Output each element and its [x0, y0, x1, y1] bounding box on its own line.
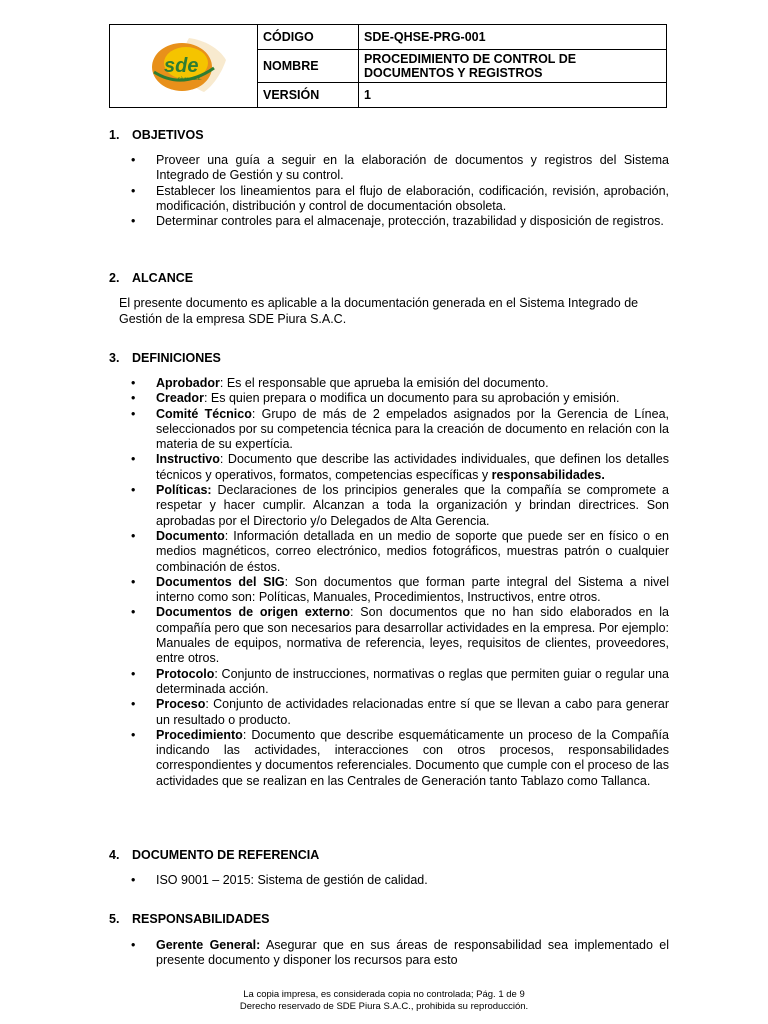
definition-term: Creador — [156, 391, 204, 406]
definition-term: Documentos de origen externo — [156, 605, 351, 620]
objetivos-list — [109, 153, 669, 229]
definition-text: : Son documentos que forman parte integral del Sistema a nivel interno como son: Políticas, Manuales, Procedimientos, Instructivos, entre otros. — [156, 574, 669, 605]
definition-text: : Es el responsable que aprueba la emisión del documento. — [219, 376, 549, 390]
section-definiciones — [109, 351, 669, 789]
section-title: OBJETIVOS — [132, 128, 204, 142]
definition-text: : Son documentos que no han sido elaborados en la compañía pero que son necesarios para desarrollar actividades en la empresa. Por ejemplo: Manuales de equipos, normativa de referencia, leyes, requisitos de clientes, proveedores, entre otros. — [156, 605, 669, 666]
footer-line-2: Derecho reservado de SDE Piura S.A.C., prohibida su reproducción. — [239, 1000, 529, 1012]
sde-logo — [134, 30, 234, 100]
definition-item — [109, 667, 669, 698]
definition-term: Documento — [156, 528, 225, 543]
list-item: • Establecer los lineamientos para el flujo de elaboración, codificación, revisión, aprobación, modificación, distribución y control de documentación obsoleta. — [109, 184, 669, 215]
version-label: VERSIÓN — [258, 83, 359, 108]
logo-subtext: piura s.a.c. — [177, 75, 202, 81]
list-item: • ISO 9001 – 2015: Sistema de gestión de calidad. — [109, 873, 669, 888]
definition-item — [109, 938, 669, 969]
definition-text: Declaraciones de los principios generales que la compañía se compromete a respetar y hacer cumplir. Alcanzan a toda la organización y brindan directrices. Son aprobadas por el Directorio y/o Delegados de Alta Gerencia. — [156, 483, 669, 528]
nombre-label: NOMBRE — [258, 50, 359, 83]
definition-term: responsabilidades. — [491, 467, 605, 482]
list-item: • Determinar controles para el almacenaje, protección, trazabilidad y disposición de registros. — [109, 214, 669, 229]
definition-term: Aprobador — [156, 376, 220, 390]
section-title: DEFINICIONES — [132, 351, 221, 365]
definition-item — [109, 575, 669, 606]
definition-item — [109, 697, 669, 728]
definition-item — [109, 391, 669, 406]
definition-text: : Es quien prepara o modifica un documento para su aprobación y emisión. — [203, 391, 620, 406]
definition-text: : Documento que describe esquemáticamente un proceso de la Compañía indicando las actividades, interacciones con otros procesos, responsabilidades correspondientes y documentos referenciales. Documento que cumple con el proceso de las actividades que se realizan en las Centrales de Generación tanto Tablazo como Tallanca. — [156, 727, 669, 788]
definition-term: Instructivo — [156, 452, 220, 467]
definition-term: Gerente General: — [156, 938, 261, 952]
definition-term: Proceso — [156, 697, 206, 712]
definition-term: Comité Técnico — [156, 406, 252, 421]
definition-item — [109, 529, 669, 575]
section-title: DOCUMENTO DE REFERENCIA — [132, 848, 320, 862]
section-number: 5. — [109, 912, 120, 926]
codigo-label: CÓDIGO — [258, 25, 359, 50]
section-number: 1. — [109, 128, 120, 142]
section-heading — [109, 848, 669, 862]
section-heading — [109, 351, 669, 365]
version-value: 1 — [359, 83, 667, 108]
section-number: 3. — [109, 351, 120, 365]
referencia-list — [109, 873, 669, 888]
section-alcance — [109, 271, 669, 327]
nombre-value: PROCEDIMIENTO DE CONTROL DE DOCUMENTOS Y REGISTROS — [359, 50, 667, 83]
definition-text: : Grupo de más de 2 empelados asignados por la Gerencia de Línea, seleccionados por su competencia técnica para la creación de documento en relación con la materia de su expertícia. — [156, 406, 669, 452]
footer-line-1: La copia impresa, es considerada copia no controlada; Pág. 1 de 9 — [243, 989, 525, 1000]
definition-text: : Documento que describe las actividades individuales, que definen los detalles técnicos y operativos, formatos, competencias específicas y — [156, 452, 669, 482]
section-heading — [109, 271, 669, 285]
definition-text: : Conjunto de instrucciones, normativas o reglas que permiten guiar o regular una determinada acción. — [156, 666, 669, 696]
definition-text: : Información detallada en un medio de soporte que puede ser en físico o en medios magnéticos, correo electrónico, medios fotográficos, muestras patrón o cualquier combinación de éstos. — [156, 528, 669, 574]
document-header-table — [109, 24, 667, 108]
definition-text: : Conjunto de actividades relacionadas entre sí que se llevan a cabo para generar un resultado o producto. — [156, 697, 669, 727]
section-objetivos — [109, 128, 669, 229]
definition-item — [109, 605, 669, 666]
list-item: • Proveer una guía a seguir en la elaboración de documentos y registros del Sistema Integrado de Gestión y su control. — [109, 153, 669, 184]
section-title: RESPONSABILIDADES — [132, 912, 270, 926]
page-footer — [0, 989, 768, 1012]
section-heading — [109, 912, 669, 926]
definition-item — [109, 376, 669, 391]
codigo-value: SDE-QHSE-PRG-001 — [359, 25, 667, 50]
section-number: 4. — [109, 848, 120, 862]
definition-text: Asegurar que en sus áreas de responsabilidad sea implementado el presente documento y disponer los recursos para esto — [156, 938, 669, 968]
logo-text: sde — [163, 54, 198, 77]
definition-item — [109, 452, 669, 483]
alcance-text: El presente documento es aplicable a la documentación generada en el Sistema Integrado de Gestión de la empresa SDE Piura S.A.C. — [119, 296, 639, 326]
definiciones-list — [109, 376, 669, 789]
definition-item — [109, 483, 669, 529]
definition-item — [109, 407, 669, 453]
section-title: ALCANCE — [132, 271, 194, 285]
definition-term: Protocolo — [156, 666, 215, 681]
section-number: 2. — [109, 271, 120, 285]
definition-term: Procedimiento — [156, 727, 243, 742]
definition-item — [109, 728, 669, 789]
section-referencia — [109, 848, 669, 888]
section-responsabilidades — [109, 912, 669, 969]
section-heading — [109, 128, 669, 142]
responsabilidades-list — [109, 938, 669, 969]
definition-term: Políticas: — [156, 483, 212, 498]
definition-term: Documentos del SIG — [156, 574, 285, 589]
logo-cell — [110, 25, 258, 108]
